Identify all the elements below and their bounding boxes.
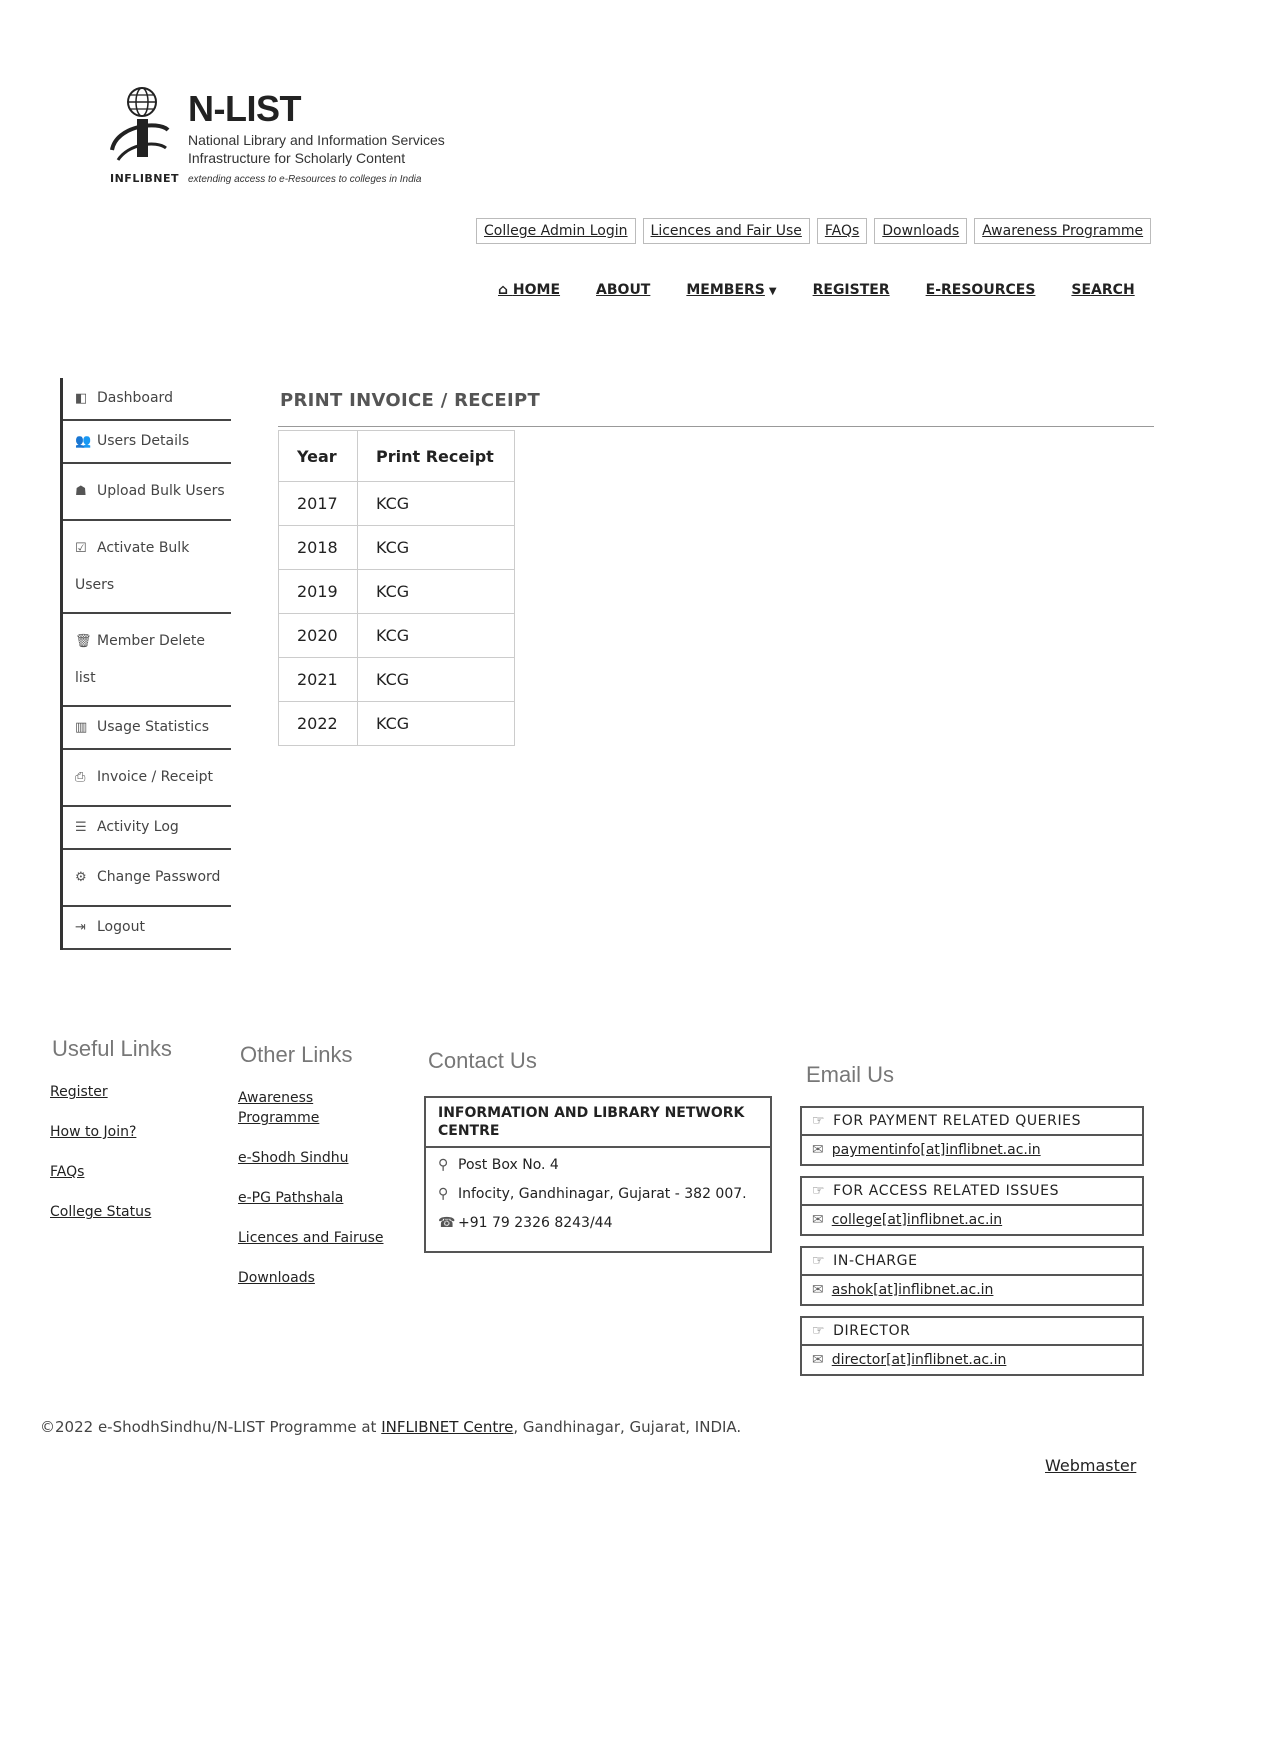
map-marker-icon: ⚲: [438, 1157, 449, 1173]
nav-home-label: HOME: [512, 282, 561, 298]
copyright-suffix: , Gandhinagar, Gujarat, INDIA.: [513, 1418, 742, 1436]
footer-awareness-programme-link[interactable]: Awareness Programme: [238, 1090, 320, 1126]
year-cell: 2017: [279, 482, 358, 526]
sidebar-item-label: Logout: [97, 919, 145, 935]
sidebar-item-label: Member Delete list: [75, 633, 206, 686]
phone-icon: ☎: [438, 1215, 456, 1231]
contact-us-heading: Contact Us: [428, 1048, 537, 1073]
sidebar-item-label: Usage Statistics: [97, 719, 210, 735]
gears-icon: ⚙: [75, 870, 87, 885]
site-logo[interactable]: [108, 86, 528, 196]
dashboard-icon: ◧: [75, 391, 88, 406]
contact-box: [424, 1096, 772, 1253]
licences-fair-use-link[interactable]: Licences and Fair Use: [643, 218, 810, 244]
tagline-line1: National Library and Information Services: [188, 132, 445, 148]
email-box-title: DIRECTOR: [833, 1323, 911, 1339]
page-title: PRINT INVOICE / RECEIPT: [280, 390, 541, 411]
envelope-icon: ✉: [812, 1212, 824, 1228]
awareness-programme-link[interactable]: Awareness Programme: [974, 218, 1151, 244]
table-row: [279, 570, 515, 614]
users-upload-icon: ☗: [75, 484, 87, 499]
college-admin-login-link[interactable]: College Admin Login: [476, 218, 636, 244]
footer-register-link[interactable]: Register: [50, 1084, 108, 1100]
contact-address-city: [438, 1185, 758, 1204]
email-box-title: FOR ACCESS RELATED ISSUES: [833, 1183, 1060, 1199]
table-header-row: [279, 431, 515, 482]
receipt-link[interactable]: KCG: [358, 658, 515, 702]
print-icon: ⎙: [75, 770, 86, 785]
trash-icon: 🗑: [75, 634, 92, 649]
sidebar-item-label: Activity Log: [97, 819, 179, 835]
sidebar-item-logout[interactable]: [63, 907, 231, 950]
useful-links-heading: Useful Links: [52, 1036, 172, 1061]
useful-links-list: [50, 1082, 200, 1242]
nav-home[interactable]: [498, 282, 560, 298]
title-divider: [278, 426, 1154, 427]
sidebar-item-users-details[interactable]: [63, 421, 231, 464]
envelope-icon: ✉: [812, 1282, 824, 1298]
nav-register[interactable]: REGISTER: [812, 282, 890, 298]
nav-members-label: MEMBERS: [686, 282, 765, 298]
hand-pointer-icon: ☞: [812, 1113, 826, 1129]
nav-eresources[interactable]: E-RESOURCES: [925, 282, 1036, 298]
nav-about[interactable]: ABOUT: [596, 282, 651, 298]
incharge-email-link[interactable]: ashok[at]inflibnet.ac.in: [831, 1282, 994, 1298]
address-line1: Post Box No. 4: [458, 1157, 559, 1173]
hand-pointer-icon: ☞: [812, 1323, 826, 1339]
other-links-heading: Other Links: [240, 1042, 353, 1067]
email-box-access: [800, 1176, 1144, 1236]
checkbox-icon: ☑: [75, 541, 87, 556]
sidebar-item-member-delete-list[interactable]: [63, 614, 231, 707]
contact-org-name: INFORMATION AND LIBRARY NETWORK CENTRE: [426, 1098, 770, 1148]
footer-downloads-link[interactable]: Downloads: [238, 1270, 315, 1286]
year-cell: 2020: [279, 614, 358, 658]
table-row: [279, 614, 515, 658]
email-box-title: IN-CHARGE: [833, 1253, 918, 1269]
users-icon: 👥: [75, 434, 92, 449]
sidebar-item-invoice-receipt[interactable]: [63, 750, 231, 807]
sidebar-item-label: Users Details: [97, 433, 190, 449]
tagline-line3: extending access to e-Resources to colleges in India: [188, 174, 422, 185]
inflibnet-emblem-icon: [108, 86, 178, 170]
inflibnet-centre-link[interactable]: INFLIBNET Centre: [381, 1418, 514, 1436]
column-header-year: Year: [279, 431, 358, 482]
tagline-line2: Infrastructure for Scholarly Content: [188, 150, 406, 166]
sidebar-item-upload-bulk-users[interactable]: [63, 464, 231, 521]
map-marker-icon: ⚲: [438, 1186, 449, 1202]
sidebar-item-label: Invoice / Receipt: [97, 769, 213, 785]
table-row: [279, 658, 515, 702]
contact-address-po: [438, 1156, 758, 1175]
receipt-link[interactable]: KCG: [358, 702, 515, 746]
webmaster-link[interactable]: Webmaster: [1045, 1456, 1137, 1475]
faqs-link[interactable]: FAQs: [817, 218, 867, 244]
home-icon: ⌂: [498, 282, 513, 298]
sidebar: [60, 378, 231, 950]
footer-licences-fairuse-link[interactable]: Licences and Fairuse: [238, 1230, 384, 1246]
receipt-link[interactable]: KCG: [358, 570, 515, 614]
list-icon: ☰: [75, 820, 87, 835]
envelope-icon: ✉: [812, 1352, 824, 1368]
hand-pointer-icon: ☞: [812, 1253, 826, 1269]
nav-members[interactable]: [686, 282, 776, 298]
table-row: [279, 526, 515, 570]
footer-how-to-join-link[interactable]: How to Join?: [50, 1124, 137, 1140]
email-us-heading: Email Us: [806, 1062, 895, 1087]
access-email-link[interactable]: college[at]inflibnet.ac.in: [831, 1212, 1003, 1228]
receipt-link[interactable]: KCG: [358, 614, 515, 658]
table-row: [279, 702, 515, 746]
footer-eshodh-sindhu-link[interactable]: e-Shodh Sindhu: [238, 1150, 349, 1166]
receipt-link[interactable]: KCG: [358, 482, 515, 526]
year-cell: 2019: [279, 570, 358, 614]
main-nav: [498, 282, 1135, 298]
sidebar-item-activity-log[interactable]: [63, 807, 231, 850]
sidebar-item-label: Activate Bulk Users: [75, 540, 190, 593]
other-links-list: [238, 1088, 398, 1308]
hand-pointer-icon: ☞: [812, 1183, 826, 1199]
email-box-title: FOR PAYMENT RELATED QUERIES: [833, 1113, 1082, 1129]
logout-icon: ⇥: [75, 920, 86, 935]
sidebar-item-activate-bulk-users[interactable]: [63, 521, 231, 614]
email-boxes: [800, 1106, 1144, 1386]
bar-chart-icon: ▥: [75, 720, 88, 735]
sidebar-item-label: Dashboard: [97, 390, 173, 406]
nav-search[interactable]: SEARCH: [1071, 282, 1135, 298]
phone-number: +91 79 2326 8243/44: [458, 1215, 613, 1231]
copyright-prefix: ©2022 e-ShodhSindhu/N-LIST Programme at: [40, 1418, 377, 1436]
column-header-print-receipt: Print Receipt: [358, 431, 515, 482]
contact-phone: [438, 1214, 758, 1233]
sidebar-item-usage-statistics[interactable]: [63, 707, 231, 750]
downloads-link[interactable]: Downloads: [874, 218, 967, 244]
email-box-payment: [800, 1106, 1144, 1166]
year-cell: 2022: [279, 702, 358, 746]
email-box-director: [800, 1316, 1144, 1376]
receipt-link[interactable]: KCG: [358, 526, 515, 570]
footer-epg-pathshala-link[interactable]: e-PG Pathshala: [238, 1190, 344, 1206]
top-utility-links: [476, 218, 1151, 244]
year-cell: 2018: [279, 526, 358, 570]
table-row: [279, 482, 515, 526]
year-cell: 2021: [279, 658, 358, 702]
sidebar-item-label: Upload Bulk Users: [97, 483, 225, 499]
sidebar-item-dashboard[interactable]: [63, 378, 231, 421]
footer-college-status-link[interactable]: College Status: [50, 1204, 152, 1220]
director-email-link[interactable]: director[at]inflibnet.ac.in: [831, 1352, 1007, 1368]
copyright: [40, 1418, 741, 1436]
email-box-incharge: [800, 1246, 1144, 1306]
receipt-table: [278, 430, 515, 746]
caret-down-icon: ▼: [768, 286, 777, 297]
brand-name: N-LIST: [188, 88, 301, 129]
address-line2: Infocity, Gandhinagar, Gujarat - 382 007.: [458, 1186, 747, 1202]
payment-email-link[interactable]: paymentinfo[at]inflibnet.ac.in: [831, 1142, 1041, 1158]
envelope-icon: ✉: [812, 1142, 824, 1158]
emblem-label: INFLIBNET: [110, 172, 180, 185]
footer-faqs-link[interactable]: FAQs: [50, 1164, 85, 1180]
sidebar-item-label: Change Password: [97, 869, 221, 885]
sidebar-item-change-password[interactable]: [63, 850, 231, 907]
